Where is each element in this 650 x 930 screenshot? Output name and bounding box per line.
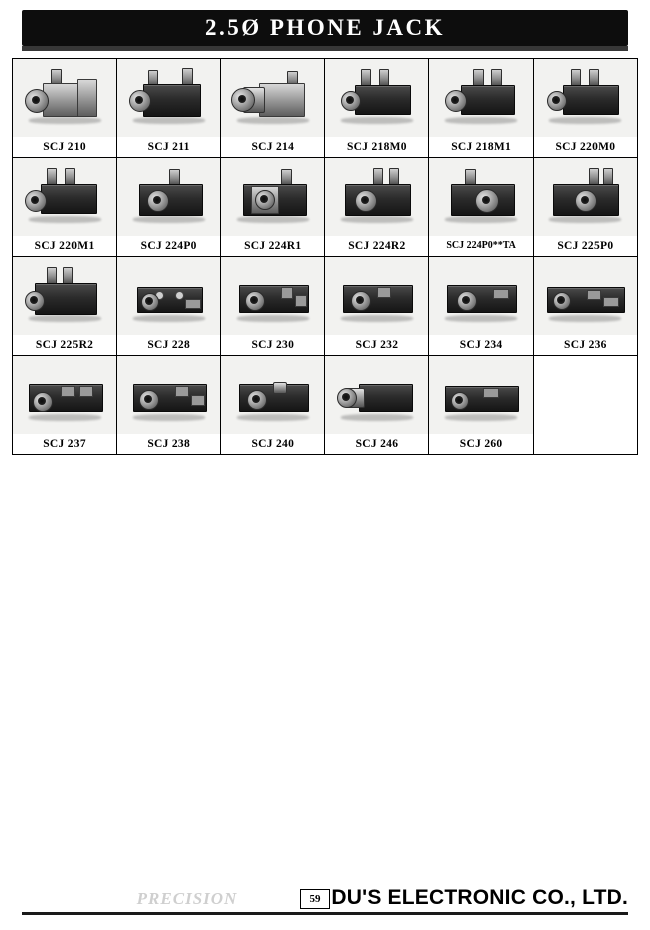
product-photo — [437, 166, 525, 228]
product-photo — [21, 67, 109, 129]
product-photo — [21, 166, 109, 228]
product-photo — [333, 166, 421, 228]
product-photo — [229, 67, 317, 129]
product-image — [221, 59, 324, 137]
catalog-row — [13, 158, 638, 257]
page-title: 2.5Ø PHONE JACK — [204, 15, 446, 40]
catalog-cell[interactable] — [13, 356, 117, 455]
product-photo — [437, 265, 525, 327]
product-catalog-table — [12, 58, 638, 455]
product-image — [325, 257, 428, 335]
product-photo — [541, 67, 629, 129]
product-image — [429, 59, 532, 137]
product-part-number: SCJ 234 — [429, 335, 532, 355]
catalog-cell[interactable] — [221, 59, 325, 158]
product-image — [429, 257, 532, 335]
product-part-number: SCJ 246 — [325, 434, 428, 454]
product-photo — [333, 364, 421, 426]
product-photo — [541, 265, 629, 327]
catalog-cell-empty — [533, 356, 637, 455]
product-part-number: SCJ 240 — [221, 434, 324, 454]
product-image — [534, 59, 637, 137]
product-image — [13, 158, 116, 236]
product-part-number: SCJ 218M1 — [429, 137, 532, 157]
catalog-cell[interactable] — [221, 158, 325, 257]
product-photo — [437, 364, 525, 426]
product-photo — [125, 364, 213, 426]
product-photo — [125, 166, 213, 228]
catalog-cell[interactable] — [533, 158, 637, 257]
catalog-row — [13, 356, 638, 455]
product-image — [13, 257, 116, 335]
product-image — [117, 257, 220, 335]
product-photo — [437, 67, 525, 129]
product-part-number: SCJ 211 — [117, 137, 220, 157]
product-part-number: SCJ 224R1 — [221, 236, 324, 256]
product-photo — [333, 67, 421, 129]
footer-divider — [22, 912, 628, 915]
product-image — [221, 356, 324, 434]
page-number: 59 — [300, 889, 330, 909]
product-image — [13, 59, 116, 137]
product-image — [325, 59, 428, 137]
product-image — [325, 356, 428, 434]
catalog-cell[interactable] — [533, 257, 637, 356]
catalog-cell[interactable] — [325, 59, 429, 158]
product-part-number: SCJ 225P0 — [534, 236, 637, 256]
product-part-number: SCJ 238 — [117, 434, 220, 454]
product-part-number: SCJ 225R2 — [13, 335, 116, 355]
product-image — [13, 356, 116, 434]
catalog-cell[interactable] — [117, 356, 221, 455]
product-photo — [333, 265, 421, 327]
catalog-cell[interactable] — [13, 257, 117, 356]
product-part-number: SCJ 237 — [13, 434, 116, 454]
company-name: DU'S ELECTRONIC CO., LTD. — [331, 886, 628, 909]
catalog-cell[interactable] — [325, 257, 429, 356]
product-photo — [541, 166, 629, 228]
product-photo — [125, 265, 213, 327]
product-image — [325, 158, 428, 236]
catalog-row — [13, 257, 638, 356]
product-part-number: SCJ 220M1 — [13, 236, 116, 256]
product-part-number: SCJ 220M0 — [534, 137, 637, 157]
catalog-cell[interactable] — [221, 257, 325, 356]
catalog-cell[interactable] — [117, 59, 221, 158]
catalog-cell[interactable] — [533, 59, 637, 158]
product-image — [117, 158, 220, 236]
product-image — [117, 356, 220, 434]
product-part-number: SCJ 236 — [534, 335, 637, 355]
product-photo — [229, 265, 317, 327]
product-image — [429, 158, 532, 236]
product-photo — [125, 67, 213, 129]
product-photo — [21, 364, 109, 426]
product-part-number: SCJ 214 — [221, 137, 324, 157]
product-photo — [21, 265, 109, 327]
catalog-cell[interactable] — [13, 158, 117, 257]
catalog-cell[interactable] — [429, 257, 533, 356]
product-part-number — [534, 434, 637, 454]
product-image — [221, 158, 324, 236]
catalog-cell[interactable] — [325, 158, 429, 257]
catalog-cell[interactable] — [325, 356, 429, 455]
product-part-number: SCJ 224R2 — [325, 236, 428, 256]
product-photo — [229, 364, 317, 426]
catalog-cell[interactable] — [13, 59, 117, 158]
product-image — [534, 257, 637, 335]
product-part-number: SCJ 210 — [13, 137, 116, 157]
product-part-number: SCJ 228 — [117, 335, 220, 355]
catalog-cell[interactable] — [221, 356, 325, 455]
page-footer — [22, 888, 628, 912]
product-part-number: SCJ 232 — [325, 335, 428, 355]
product-image — [534, 158, 637, 236]
page-header-banner — [22, 10, 628, 46]
product-part-number: SCJ 224P0 — [117, 236, 220, 256]
catalog-cell[interactable] — [429, 356, 533, 455]
catalog-cell[interactable] — [117, 158, 221, 257]
product-part-number: SCJ 224P0**TA — [429, 236, 532, 256]
product-image — [117, 59, 220, 137]
catalog-cell[interactable] — [429, 158, 533, 257]
catalog-row — [13, 59, 638, 158]
product-part-number: SCJ 260 — [429, 434, 532, 454]
footer-watermark: PRECISION — [136, 889, 238, 908]
product-image — [429, 356, 532, 434]
product-part-number: SCJ 230 — [221, 335, 324, 355]
product-image — [221, 257, 324, 335]
catalog-cell[interactable] — [429, 59, 533, 158]
product-image — [534, 356, 637, 434]
catalog-cell[interactable] — [117, 257, 221, 356]
product-part-number: SCJ 218M0 — [325, 137, 428, 157]
product-photo — [229, 166, 317, 228]
